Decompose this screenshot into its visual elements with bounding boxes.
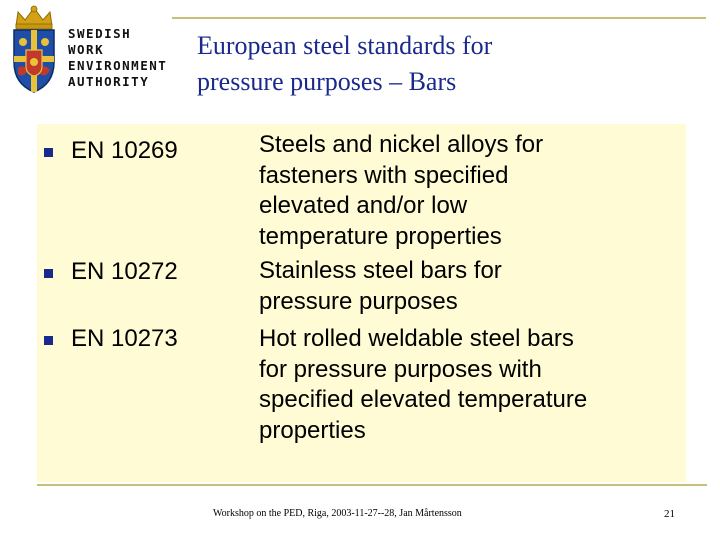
title-line-2: pressure purposes – Bars (197, 67, 457, 96)
description-line: fasteners with specified (259, 161, 509, 189)
bullet-icon (44, 269, 53, 278)
org-name (68, 26, 167, 90)
slide-title (197, 28, 697, 100)
standard-description (259, 324, 679, 446)
title-line-1: European steel standards for (197, 31, 493, 60)
standard-code: EN 10273 (71, 325, 178, 352)
org-line: AUTHORITY (68, 74, 150, 89)
org-line: WORK (68, 42, 105, 57)
bullet-icon (44, 336, 53, 345)
description-line: temperature properties (259, 222, 502, 250)
page-number: 21 (664, 508, 675, 520)
bottom-divider (37, 484, 707, 486)
org-line: ENVIRONMENT (68, 58, 168, 73)
bullet-icon (44, 148, 53, 157)
description-line: specified elevated temperature (259, 386, 588, 413)
standard-description (259, 130, 679, 252)
standard-code: EN 10272 (71, 258, 178, 285)
description-line: Steels and nickel alloys for (259, 131, 544, 158)
standard-code: EN 10269 (71, 137, 178, 164)
description-line: for pressure purposes with (259, 355, 542, 383)
footer-text: Workshop on the PED, Riga, 2003-11-27--28, Jan Mårtensson (213, 508, 462, 519)
org-line: SWEDISH (68, 26, 132, 41)
description-line: properties (259, 416, 366, 444)
standard-description (259, 256, 679, 317)
description-line: Hot rolled weldable steel bars (259, 325, 574, 352)
top-divider (172, 17, 706, 19)
swedish-crest-icon (6, 4, 62, 96)
logo (6, 4, 176, 96)
description-line: elevated and/or low (259, 192, 468, 219)
description-line: Stainless steel bars for (259, 257, 502, 284)
description-line: pressure purposes (259, 287, 458, 315)
